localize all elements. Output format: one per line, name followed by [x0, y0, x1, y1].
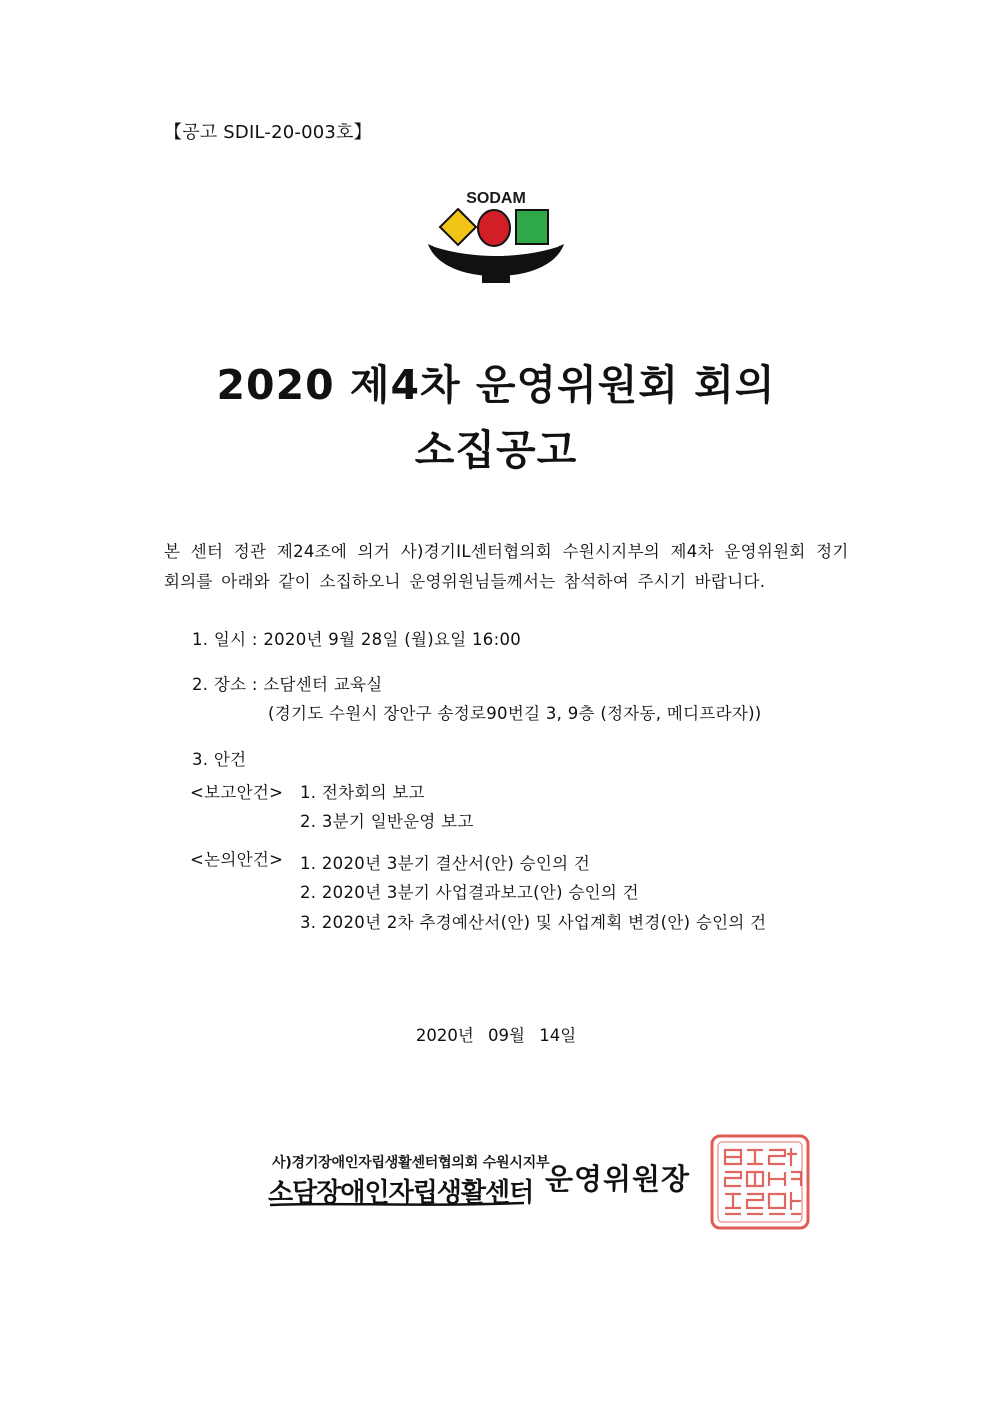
- item-place: 2. 장소 : 소담센터 교육실: [192, 675, 383, 694]
- discussion-agenda-item: 3. 2020년 2차 추경예산서(안) 및 사업계획 변경(안) 승인의 건: [300, 913, 767, 932]
- report-agenda-item: 2. 3분기 일반운영 보고: [300, 812, 474, 831]
- official-seal-stamp: [709, 1132, 811, 1232]
- notice-number: 【공고 SDIL-20-003호】: [164, 122, 372, 143]
- signatory-title: 운영위원장: [545, 1162, 691, 1196]
- item-agenda-heading: 3. 안건: [192, 750, 247, 769]
- discussion-agenda-item: 1. 2020년 3분기 결산서(안) 승인의 건: [300, 854, 591, 873]
- sodam-logo-graphic: [424, 186, 568, 286]
- item-datetime: 1. 일시 : 2020년 9월 28일 (월)요일 16:00: [192, 630, 522, 649]
- logo-text: SODAM: [466, 190, 526, 207]
- center-name-calligraphy: 소담장애인자립생활센터: [268, 1178, 534, 1208]
- item-address: (경기도 수원시 장안구 송정로90번길 3, 9층 (정자동, 메디프라자)): [268, 704, 762, 723]
- sodam-logo: [424, 186, 568, 286]
- calligraphy-underline: [268, 1200, 526, 1208]
- page-title-line1: 2020 제4차 운영위원회 회의: [216, 361, 776, 409]
- body-text-line1: 본 센터 정관 제24조에 의거 사)경기IL센터협의회 수원시지부의 제4차 운영위원회 정기: [164, 542, 849, 561]
- notice-date: 2020년 09월 14일: [415, 1026, 577, 1045]
- body-text-line2: 회의를 아래와 같이 소집하오니 운영위원님들께서는 참석하여 주시기 바랍니다.: [164, 572, 766, 591]
- report-agenda-label: <보고안건>: [190, 783, 284, 802]
- discussion-agenda-label: <논의안건>: [190, 850, 284, 869]
- report-agenda-item: 1. 전차회의 보고: [300, 783, 425, 802]
- discussion-agenda-item: 2. 2020년 3분기 사업결과보고(안) 승인의 건: [300, 883, 639, 902]
- page-title-line2: 소집공고: [414, 426, 578, 474]
- organization-name: 사)경기장애인자립생활센터협의회 수원시지부: [272, 1155, 550, 1171]
